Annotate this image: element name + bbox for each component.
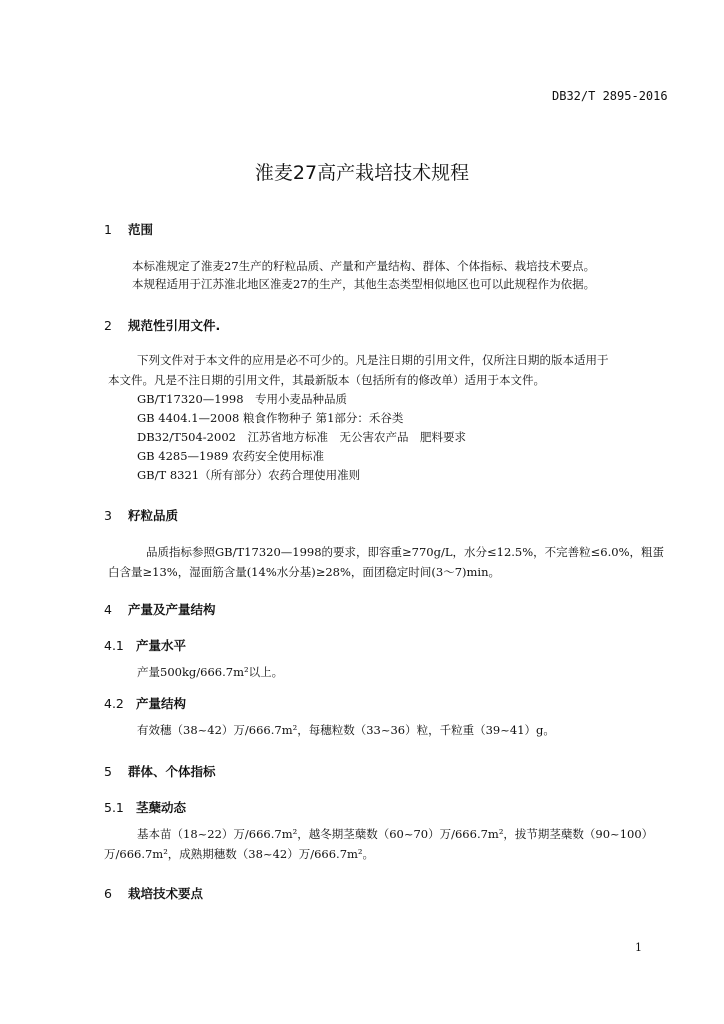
section-number: 5 (104, 764, 112, 779)
section-number: 4 (104, 602, 112, 617)
subsection-number: 5.1 (104, 800, 124, 815)
section-6-heading (104, 884, 203, 902)
section-title: 范围 (128, 222, 154, 237)
paragraph: 本规程适用于江苏淮北地区淮麦27的生产，其他生态类型相似地区也可以此规程作为依据。 (132, 277, 596, 291)
subsection-number: 4.1 (104, 638, 124, 653)
paragraph: 产量500kg/666.7m²以上。 (137, 665, 284, 679)
document-title: 淮麦27高产栽培技术规程 (254, 162, 470, 184)
paragraph: 下列文件对于本文件的应用是必不可少的。凡是注日期的引用文件，仅所注日期的版本适用于 (137, 353, 609, 367)
section-title: 群体、个体指标 (128, 764, 216, 779)
reference-item: GB 4404.1—2008 粮食作物种子 第1部分：禾谷类 (137, 411, 404, 425)
section-title: 籽粒品质 (128, 508, 179, 523)
section-number: 6 (104, 886, 112, 901)
subsection-title: 产量结构 (136, 696, 187, 711)
paragraph: 有效穗（38~42）万/666.7m²，每穗粒数（33~36）粒，千粒重（39~41）g。 (137, 723, 555, 737)
subsection-5-1-heading (104, 798, 186, 816)
section-1-heading (104, 220, 153, 238)
paragraph: 本标准规定了淮麦27生产的籽粒品质、产量和产量结构、群体、个体指标、栽培技术要点。 (132, 259, 596, 273)
standard-code: DB32/T 2895-2016 (552, 89, 668, 103)
paragraph: 本文件。凡是不注日期的引用文件，其最新版本（包括所有的修改单）适用于本文件。 (108, 373, 545, 387)
subsection-4-2-heading (104, 694, 186, 712)
section-number: 3 (104, 508, 112, 523)
subsection-number: 4.2 (104, 696, 124, 711)
paragraph: 白含量≥13%，湿面筋含量(14%水分基)≥28%，面团稳定时间(3～7)min。 (108, 565, 501, 579)
section-title: 规范性引用文件. (128, 318, 221, 333)
subsection-title: 产量水平 (136, 638, 187, 653)
reference-item: DB32/T504-2002 江苏省地方标准 无公害农产品 肥料要求 (137, 430, 466, 444)
section-number: 1 (104, 222, 112, 237)
section-4-heading (104, 600, 216, 618)
reference-item: GB 4285—1989 农药安全使用标准 (137, 449, 324, 463)
section-title: 栽培技术要点 (128, 886, 204, 901)
reference-item: GB/T 8321（所有部分）农药合理使用准则 (137, 468, 361, 482)
section-5-heading (104, 762, 216, 780)
paragraph: 万/666.7m²，成熟期穗数（38~42）万/666.7m²。 (104, 847, 375, 861)
reference-item: GB/T17320—1998 专用小麦品种品质 (137, 392, 348, 406)
page-number: 1 (635, 941, 642, 954)
subsection-title: 茎蘖动态 (136, 800, 187, 815)
subsection-4-1-heading (104, 636, 186, 654)
paragraph: 品质指标参照GB/T17320—1998的要求，即容重≥770g/L，水分≤12.5%，不完善粒≤6.0%，粗蛋 (146, 545, 665, 559)
section-2-heading (104, 316, 220, 334)
section-number: 2 (104, 318, 112, 333)
section-title: 产量及产量结构 (128, 602, 216, 617)
section-3-heading (104, 506, 178, 524)
paragraph: 基本苗（18~22）万/666.7m²，越冬期茎蘖数（60~70）万/666.7m²，拔节期茎蘖数（90~100） (137, 827, 654, 841)
